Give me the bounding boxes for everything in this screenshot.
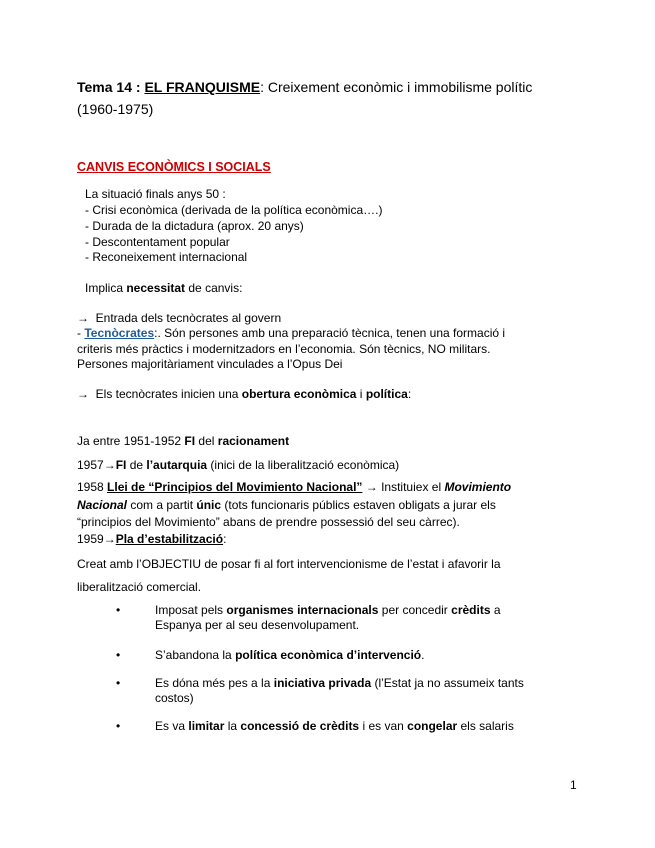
page-title <box>77 76 532 98</box>
entrada-line: → Entrada dels tecnòcrates al govern <box>77 311 282 325</box>
bullet-text: Imposat pels organismes internacionals per concedir crèdits a <box>155 603 501 617</box>
title-main: EL FRANQUISME <box>144 79 261 95</box>
tecnocrates-term: Tecnòcrates <box>84 326 155 340</box>
list-item: - Durada de la dictadura (aprox. 20 anys) <box>85 219 304 233</box>
bullet-icon: • <box>116 719 121 733</box>
objectiu-line-2: liberalització comercial. <box>77 580 202 594</box>
list-item: - Descontentament popular <box>85 235 230 249</box>
bullet-text: S’abandona la política econòmica d’intervenció. <box>155 648 425 662</box>
situation-intro: La situació finals anys 50 : <box>85 187 226 201</box>
page-number: 1 <box>570 778 577 792</box>
obertura-line: → Els tecnòcrates inicien una obertura econòmica i política: <box>77 387 412 401</box>
arrow-icon: → <box>77 387 89 401</box>
title-rest: : Creixement econòmic i immobilisme polític <box>260 79 533 95</box>
section-heading: CANVIS ECONÒMICS I SOCIALS <box>77 160 271 174</box>
bullet-text-cont: costos) <box>155 691 194 705</box>
timeline-1958-cont: Nacional com a partit únic (tots funcionaris públics estaven obligats a jurar els <box>77 498 496 512</box>
timeline-1951: Ja entre 1951-1952 FI del racionament <box>77 434 290 448</box>
timeline-1959: 1959→Pla d’estabilització: <box>77 532 227 546</box>
title-prefix: Tema 14 : <box>77 79 145 95</box>
tecnocrates-def-2: criteris més pràctics i modernitzadors en l’economia. Són tècnics, NO militars. <box>77 342 491 356</box>
bullet-text-cont: Espanya per al seu desenvolupament. <box>155 618 360 632</box>
timeline-1957: 1957→FI de l’autarquia (inici de la liberalització econòmica) <box>77 458 400 472</box>
list-item: - Reconeixement internacional <box>85 250 248 264</box>
objectiu-line-1: Creat amb l’OBJECTIU de posar fi al fort intervencionisme de l’estat i afavorir la <box>77 557 501 571</box>
timeline-1958: 1958 Llei de “Principios del Movimiento Nacional” → Instituiex el Movimiento <box>77 480 512 494</box>
list-item: - Crisi econòmica (derivada de la política econòmica….) <box>85 203 383 217</box>
arrow-icon: → <box>362 480 382 494</box>
arrow-icon: → <box>103 458 116 472</box>
arrow-icon: → <box>103 532 116 546</box>
title-years: (1960-1975) <box>77 101 154 117</box>
bullet-icon: • <box>116 648 121 662</box>
bullet-text: Es va limitar la concessió de crèdits i es van congelar els salaris <box>155 719 514 733</box>
tecnocrates-def-3: Persones majoritàriament vinculades a l’Opus Dei <box>77 357 343 371</box>
implica-text: Implica necessitat de canvis: <box>85 281 243 295</box>
timeline-1958-cont2: “principios del Movimiento” abans de prendre possessió del seu càrrec). <box>77 515 460 529</box>
bullet-icon: • <box>116 676 121 690</box>
tecnocrates-def-1: - Tecnòcrates:. Són persones amb una preparació tècnica, tenen una formació i <box>77 326 506 340</box>
arrow-icon: → <box>77 311 89 325</box>
bullet-text: Es dóna més pes a la iniciativa privada (l’Estat ja no assumeix tants <box>155 676 524 690</box>
bullet-icon: • <box>116 603 121 617</box>
